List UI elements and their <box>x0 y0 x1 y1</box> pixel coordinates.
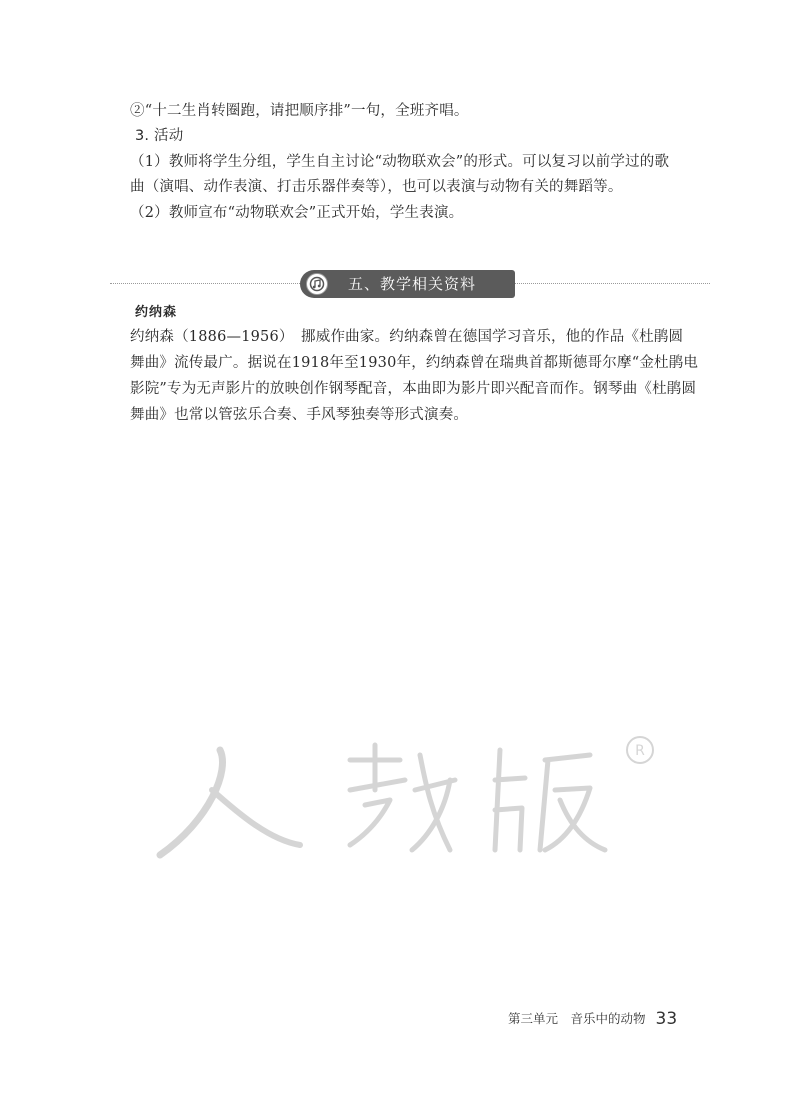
paragraph-line: 舞曲》流传最广。据说在1918年至1930年，约纳森曾在瑞典首都斯德哥尔摩“金杜鹃电 <box>130 355 699 371</box>
page-footer <box>508 1008 677 1030</box>
page-number: 33 <box>655 1009 678 1029</box>
paragraph-line: 影院”专为无声影片的放映创作钢琴配音，本曲即为影片即兴配音而作。钢琴曲《杜鹃圆 <box>130 381 697 397</box>
activity-line-3: 曲（演唱、动作表演、打击乐器伴奏等），也可以表演与动物有关的舞蹈等。 <box>130 179 623 195</box>
activity-heading: 3. 活动 <box>135 128 184 144</box>
svg-text:R: R <box>635 743 645 759</box>
activity-line-1: ②“十二生肖转圈跑，请把顺序排”一句，全班齐唱。 <box>130 103 469 119</box>
paragraph-line: 约纳森（1886—1956） 挪威作曲家。约纳森曾在德国学习音乐，他的作品《杜鹃圆 <box>130 329 684 345</box>
subsection-heading: 约纳森 <box>135 305 178 320</box>
publisher-watermark-logo <box>150 720 660 870</box>
paragraph-line: 舞曲》也常以管弦乐合奏、手风琴独奏等形式演奏。 <box>130 407 469 423</box>
section-title: 五、教学相关资料 <box>348 275 477 293</box>
section-divider <box>110 268 710 300</box>
divider-rule-left <box>110 283 302 284</box>
section-banner <box>300 270 515 298</box>
activity-line-2: （1）教师将学生分组，学生自主讨论“动物联欢会”的形式。可以复习以前学过的歌 <box>130 154 670 170</box>
activity-line-4: （2）教师宣布“动物联欢会”正式开始，学生表演。 <box>130 205 464 221</box>
music-disc-icon <box>306 273 328 295</box>
divider-rule-right <box>515 283 710 284</box>
footer-chapter-title: 第三单元 音乐中的动物 <box>508 1011 646 1026</box>
